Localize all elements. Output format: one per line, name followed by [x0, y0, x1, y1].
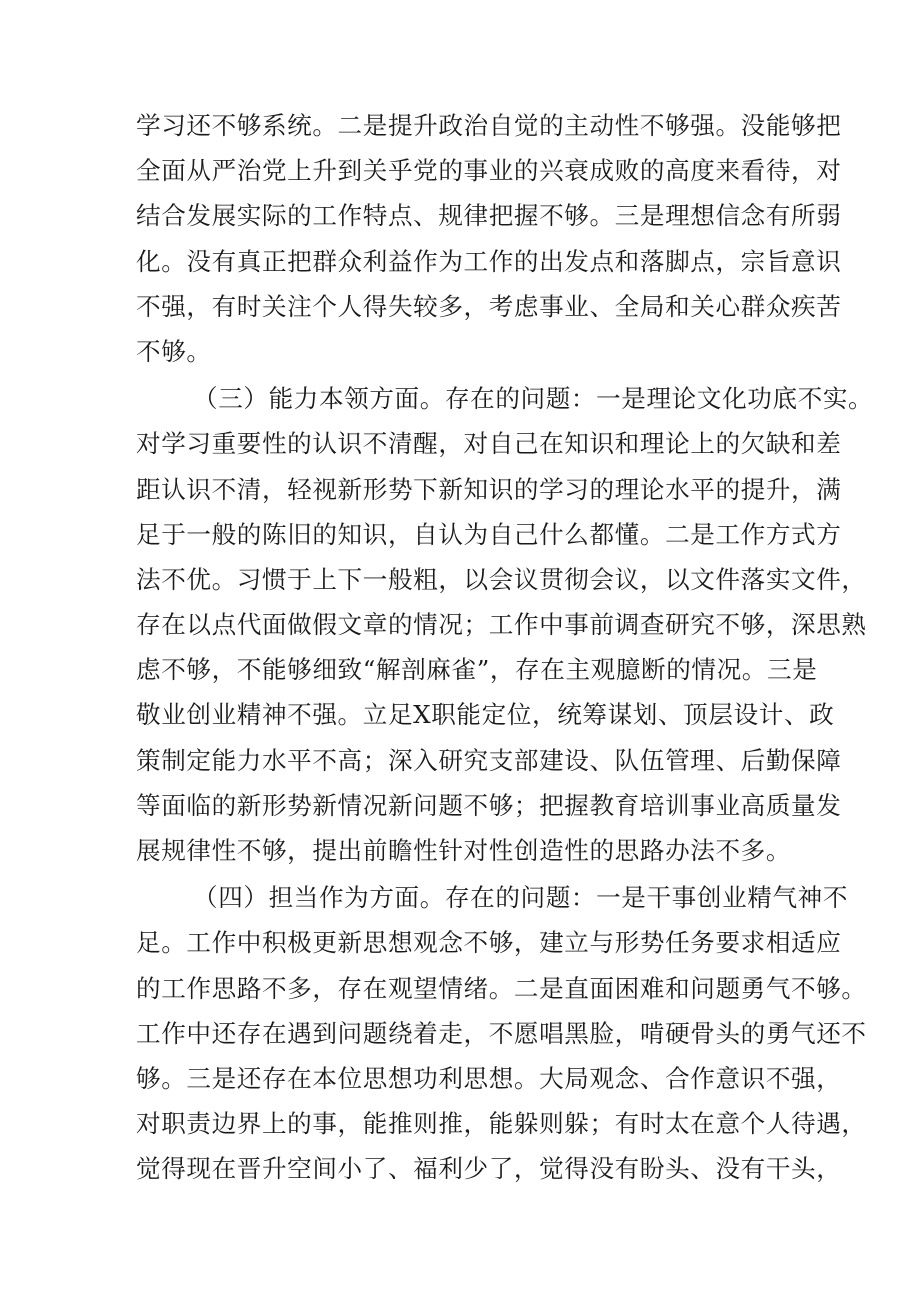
- text-line: 对学习重要性的认识不清醒，对自己在知识和理论上的欠缺和差: [136, 429, 842, 459]
- text-line: 学习还不够系统。二是提升政治自觉的主动性不够强。没能够把: [136, 111, 842, 140]
- text-line: 虑不够，不能够细致“解剖麻雀”，存在主观臆断的情况。三是: [136, 655, 818, 685]
- text-line: 策制定能力水平不高；深入研究支部建设、队伍管理、后勤保障: [136, 745, 842, 775]
- text-line: （四）担当作为方面。存在的问题：一是干事创业精气神不: [193, 883, 849, 913]
- text-line: 够。三是还存在本位思想功利思想。大局观念、合作意识不强，: [136, 1063, 842, 1093]
- text-line: 化。没有真正把群众利益作为工作的出发点和落脚点，宗旨意识: [136, 246, 842, 276]
- text-line: 等面临的新形势新情况新问题不够；把握教育培训事业高质量发: [136, 790, 842, 820]
- paragraph-1: [136, 103, 842, 374]
- paragraph-2: [136, 376, 874, 873]
- text-line: 全面从严治党上升到关乎党的事业的兴衰成败的高度来看待，对: [136, 156, 842, 186]
- document-body: [136, 103, 874, 1192]
- text-line: （三）能力本领方面。存在的问题：一是理论文化功底不实。: [193, 384, 874, 414]
- text-line: 对职责边界上的事，能推则推，能躲则躲；有时太在意个人待遇，: [136, 1109, 867, 1139]
- paragraph-3: [136, 875, 867, 1191]
- text-line: 存在以点代面做假文章的情况；工作中事前调查研究不够，深思熟: [136, 610, 867, 640]
- text-line: 不强，有时关注个人得失较多，考虑事业、全局和关心群众疾苦: [136, 291, 842, 321]
- text-line: 觉得现在晋升空间小了、福利少了，觉得没有盼头、没有干头，: [136, 1154, 842, 1184]
- text-line: 的工作思路不多，存在观望情绪。二是直面困难和问题勇气不够。: [136, 973, 867, 1003]
- text-line: 工作中还存在遇到问题绕着走，不愿唱黑脸，啃硬骨头的勇气还不: [136, 1018, 867, 1048]
- text-line: 结合发展实际的工作特点、规律把握不够。三是理想信念有所弱: [136, 201, 842, 231]
- text-line: 足。工作中积极更新思想观念不够，建立与形势任务要求相适应: [136, 928, 842, 958]
- text-line: 敬业创业精神不强。立足X职能定位，统筹谋划、顶层设计、政: [136, 700, 835, 730]
- text-line: 不够。: [136, 336, 212, 366]
- text-line: 距认识不清，轻视新形势下新知识的学习的理论水平的提升，满: [136, 474, 842, 504]
- text-line: 法不优。习惯于上下一般粗，以会议贯彻会议，以文件落实文件，: [136, 564, 867, 594]
- text-line: 足于一般的陈旧的知识，自认为自己什么都懂。二是工作方式方: [136, 519, 842, 549]
- text-line: 展规律性不够，提出前瞻性针对性创造性的思路办法不多。: [136, 836, 792, 865]
